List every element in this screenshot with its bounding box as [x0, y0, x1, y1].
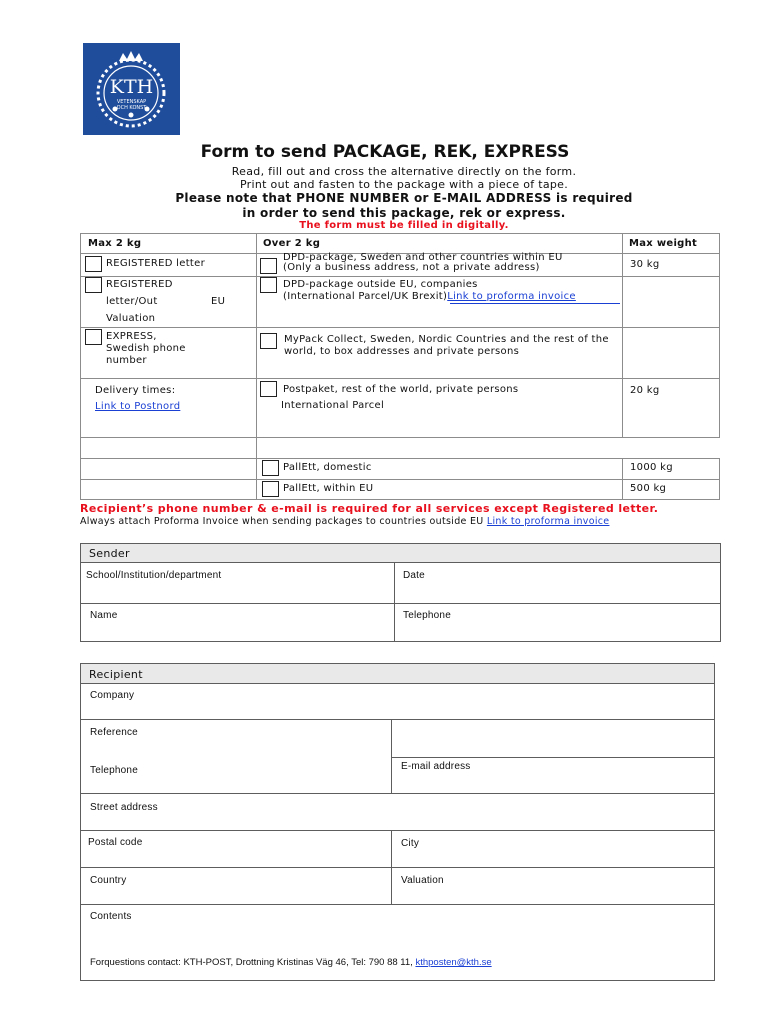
express-line-2: Swedish phone [106, 343, 186, 354]
postpaket-line-1: Postpaket, rest of the world, private persons [283, 384, 519, 395]
postal-code-field[interactable] [87, 849, 387, 865]
registered-out-valuation: Valuation [106, 313, 156, 324]
dpd-outside-line-1: DPD-package outside EU, companies [283, 279, 478, 290]
instruction-line-2: Print out and fasten to the package with a piece of tape. [239, 178, 569, 191]
valuation-label: Valuation [401, 875, 444, 886]
header-over-2kg: Over 2 kg [263, 238, 321, 249]
sender-name-label: Name [90, 610, 118, 621]
mypack-line-1: MyPack Collect, Sweden, Nordic Countries and the rest of the [284, 334, 609, 345]
logo-motto-2: OCH KONST [116, 105, 147, 111]
logo-kth-text: KTH [109, 76, 154, 98]
dpd-eu-line-2: (Only a business address, not a private address) [283, 262, 540, 273]
recipient-telephone-label: Telephone [90, 765, 138, 776]
postpaket-line-2: International Parcel [281, 400, 385, 411]
digital-notice: The form must be filled in digitally. [299, 220, 509, 231]
registered-out-eu: EU [211, 296, 226, 307]
dpd-eu-line-1: DPD-package, Sweden and other countries within EU [283, 252, 563, 263]
weight-500kg: 500 kg [630, 483, 667, 494]
date-label: Date [403, 570, 425, 581]
city-field[interactable] [399, 850, 707, 865]
sender-telephone-label: Telephone [403, 610, 451, 621]
notice-line-2: in order to send this package, rek or express. [242, 206, 566, 220]
postnord-link[interactable]: Link to Postnord [95, 401, 181, 412]
school-field[interactable] [87, 582, 389, 600]
reference-label: Reference [90, 727, 138, 738]
logo-motto-1: VETENSKAP [116, 99, 147, 105]
sender-section [80, 543, 721, 642]
recipient-telephone-field[interactable] [87, 777, 387, 791]
kth-logo [83, 43, 180, 135]
footer-email-link[interactable]: kthposten@kth.se [415, 957, 492, 968]
valuation-field[interactable] [399, 887, 707, 902]
recipient-heading: Recipient [89, 668, 143, 681]
registered-letter-label: REGISTERED letter [106, 258, 206, 269]
recipient-header [81, 664, 714, 683]
proforma-link[interactable]: Link to proforma invoice [486, 516, 610, 527]
mypack-checkbox[interactable] [260, 333, 277, 349]
contents-label: Contents [90, 911, 132, 922]
delivery-times-label: Delivery times: [95, 385, 176, 396]
registered-out-line-1: REGISTERED [106, 279, 173, 290]
footer-contact: Forquestions contact: KTH-POST, Drottning Kristinas Väg 46, Tel: 790 88 11, kthposten@kth.se [90, 957, 492, 968]
mypack-line-2: world, to box addresses and private persons [284, 346, 520, 357]
sender-name-field[interactable] [87, 622, 389, 639]
sender-heading: Sender [89, 547, 130, 560]
pallett-domestic-label: PallEtt, domestic [283, 462, 372, 473]
country-label: Country [90, 875, 127, 886]
country-field[interactable] [87, 887, 387, 902]
street-address-label: Street address [90, 802, 158, 813]
pallett-domestic-checkbox[interactable] [262, 460, 279, 476]
contents-field[interactable] [87, 924, 707, 950]
sender-header [81, 544, 720, 563]
registered-letter-checkbox[interactable] [85, 256, 102, 272]
postpaket-checkbox[interactable] [260, 381, 277, 397]
email-field[interactable] [399, 773, 707, 791]
company-field[interactable] [87, 702, 707, 717]
reference-field[interactable] [87, 739, 387, 755]
school-label: School/Institution/department [86, 570, 222, 581]
dpd-outside-checkbox[interactable] [260, 277, 277, 293]
weight-30kg: 30 kg [630, 259, 660, 270]
link-underline [450, 303, 620, 304]
instruction-line-1: Read, fill out and cross the alternative directly on the form. [231, 165, 577, 178]
recipient-notice: Recipient’s phone number & e-mail is required for all services except Registered letter. [80, 502, 659, 515]
company-label: Company [90, 690, 135, 701]
pallett-eu-checkbox[interactable] [262, 481, 279, 497]
pallett-eu-label: PallEtt, within EU [283, 483, 374, 494]
dpd-outside-line-2: (International Parcel/UK Brexit)Link to proforma invoice [283, 291, 576, 302]
city-label: City [401, 838, 420, 849]
recipient-section [80, 663, 715, 981]
sender-telephone-field[interactable] [401, 622, 713, 639]
express-line-1: EXPRESS, [106, 331, 157, 342]
dpd-eu-checkbox[interactable] [260, 258, 277, 274]
email-label: E-mail address [401, 761, 471, 772]
express-checkbox[interactable] [85, 329, 102, 345]
header-max-weight: Max weight [629, 238, 698, 249]
express-line-3: number [106, 355, 147, 366]
postal-code-label: Postal code [88, 837, 143, 848]
notice-line-1: Please note that PHONE NUMBER or E-MAIL ADDRESS is required [175, 191, 633, 205]
date-field[interactable] [401, 582, 713, 600]
registered-out-checkbox[interactable] [85, 277, 102, 293]
registered-out-line-2: letter/Out [106, 296, 158, 307]
dpd-proforma-link[interactable]: Link to proforma invoice [447, 291, 576, 302]
street-address-field[interactable] [87, 814, 707, 828]
weight-1000kg: 1000 kg [630, 462, 673, 473]
proforma-note: Always attach Proforma Invoice when sending packages to countries outside EU Link to proforma invoice [80, 516, 610, 527]
header-max-2kg: Max 2 kg [88, 238, 142, 249]
page-title: Form to send PACKAGE, REK, EXPRESS [200, 142, 570, 162]
weight-20kg: 20 kg [630, 385, 660, 396]
